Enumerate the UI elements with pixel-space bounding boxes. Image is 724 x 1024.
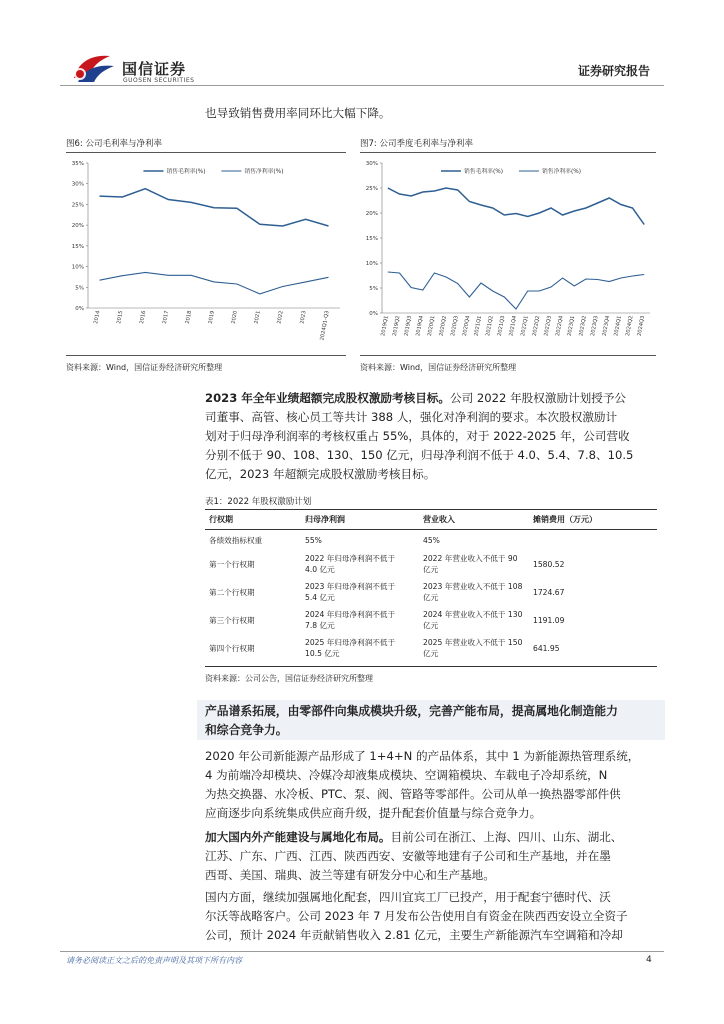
x-tick-label: 2023Q2: [578, 315, 588, 337]
x-tick-label: 2014: [93, 310, 102, 325]
y-tick-label: 15%: [365, 236, 378, 242]
x-tick-label: 2020Q1: [426, 315, 437, 337]
y-tick-label: 35%: [71, 161, 84, 167]
x-tick-label: 2020: [230, 310, 239, 325]
table-cell: 2023 年归母净利润不低于 5.4 亿元: [305, 582, 396, 602]
fig7-title-rule: [360, 152, 656, 153]
table-cell: [529, 530, 657, 551]
fig6-source: 资料来源：Wind，国信证券经济研究所整理: [66, 363, 223, 372]
footer-disclaimer: 请务必阅读正文之后的免责声明及其项下所有内容: [66, 956, 242, 965]
table-cell: 641.95: [533, 643, 560, 653]
legend-label: 销售净利率(%): [244, 169, 284, 175]
page-number: 4: [646, 955, 652, 965]
table-cell: 第四个行权期: [209, 643, 255, 653]
y-tick-label: 25%: [365, 186, 378, 192]
table-cell: 2022 年营业收入不低于 90 亿元: [423, 554, 518, 574]
x-tick-label: 2018: [184, 310, 194, 325]
report-type: 证券研究报告: [578, 64, 651, 78]
table1-header-cell: 摊销费用（万元）: [529, 509, 657, 530]
fig6-chart-svg: [66, 156, 346, 352]
x-tick-label: 2021Q2: [485, 315, 495, 337]
fig7-source: 资料来源：Wind，国信证券经济研究所整理: [360, 363, 517, 372]
fig6-title: 图6: 公司毛利率与净利率: [66, 139, 162, 149]
y-tick-label: 5%: [369, 286, 378, 292]
x-tick-label: 2021: [253, 310, 262, 325]
legend-label: 销售毛利率(%): [166, 169, 206, 175]
legend-label: 销售毛利率(%): [463, 169, 503, 175]
table-cell: 45%: [423, 535, 440, 545]
section3-lead: 加大国内外产能建设与属地化布局。: [205, 830, 391, 844]
x-tick-label: 2022Q1: [520, 315, 530, 337]
x-tick-label: 2019Q3: [403, 315, 414, 337]
header-divider: [60, 85, 664, 86]
section3-paragraph: 加大国内外产能建设与属地化布局。目前公司在浙江、上海、四川、山东、湖北、 江苏、广东、广西、江西、陕西西安、安徽等地建有子公司和生产基地，并在墨 西哥、美国、瑞典、波兰等建有研发分中心和生产基地。: [205, 830, 623, 882]
fig6-title-rule: [66, 152, 346, 153]
table1-header-row: [205, 509, 657, 530]
x-tick-label: 2024Q1-Q3: [319, 310, 331, 341]
table-cell: 2022 年归母净利润不低于 4.0 亿元: [305, 554, 396, 574]
section1-line-5: 亿元，2023 年超额完成股权激励考核目标。: [205, 467, 436, 481]
x-tick-label: 2019: [207, 310, 216, 325]
table-cell: 第一个行权期: [209, 559, 255, 569]
legend-label: 销售净利率(%): [541, 169, 581, 175]
gross-margin-line: [388, 188, 644, 225]
x-tick-label: 2023Q3: [590, 315, 600, 337]
guosen-logo-icon: [70, 52, 116, 86]
table-cell: 2023 年营业收入不低于 108 亿元: [423, 582, 523, 602]
table-row: [205, 606, 657, 634]
x-tick-label: 2024Q2: [625, 315, 635, 337]
x-tick-label: 2021Q4: [508, 315, 518, 337]
net-margin-line: [100, 272, 329, 294]
section1-lead: 2023 年全年业绩超额完成股权激励考核目标。: [205, 391, 450, 405]
y-tick-label: 10%: [365, 261, 378, 267]
table1: [205, 509, 657, 662]
fig6-bottom-rule: [66, 355, 346, 356]
x-tick-label: 2019Q4: [415, 315, 425, 337]
table1-source: 资料来源：公司公告，国信证券经济研究所整理: [205, 674, 373, 683]
x-tick-label: 2016: [139, 310, 148, 325]
y-tick-label: 25%: [71, 202, 84, 209]
x-tick-label: 2020Q4: [461, 315, 472, 337]
x-tick-label: 2023Q1: [566, 315, 577, 337]
logo-name: 国信证券: [122, 60, 187, 78]
net-margin-line: [388, 272, 644, 309]
x-tick-label: 2023Q4: [601, 315, 612, 337]
table-cell: 1580.52: [533, 559, 565, 569]
x-tick-label: 2024Q3: [636, 315, 647, 337]
section4-paragraph: 国内方面，继续加强属地化配套，四川宜宾工厂已投产，用于配套宁德时代、沃 尔沃等战略客户。公司 2023 年 7 月发布公告使用自有资金在陕西西安设立全资子 公司，预计 2024 年贡献销售收入 2.81 亿元，主要生产新能源汽车空调箱和冷却: [205, 890, 628, 942]
y-tick-label: 0%: [369, 311, 378, 317]
y-tick-label: 15%: [71, 243, 84, 250]
x-tick-label: 2020Q2: [438, 315, 449, 337]
table-cell: 第三个行权期: [209, 615, 255, 625]
y-tick-label: 30%: [71, 181, 84, 188]
section1-line-3: 划对于归母净利润率的考核权重占 55%，具体的，对于 2022-2025 年，公司营收: [205, 429, 630, 443]
table-cell: 2025 年归母净利润不低于 10.5 亿元: [305, 638, 396, 658]
section2-paragraph: 2020 年公司新能源产品形成了 1+4+N 的产品体系，其中 1 为新能源热管理系统， 4 为前端冷却模块、冷媒冷却液集成模块、空调箱模块、车载电子冷却系统，N 为热交换器、水冷板、PTC、泵、阀、管路等零部件。公司从单一换热器零部件供 应商逐步向系统集成供应商升级，提升配套价值量与综合竞争力。: [205, 749, 640, 820]
table-cell: 2025 年营业收入不低于 150 亿元: [423, 638, 523, 658]
table1-header-cell: 营业收入: [419, 509, 529, 530]
x-tick-label: 2015: [116, 310, 125, 325]
table-cell: 2024 年营业收入不低于 130 亿元: [423, 610, 523, 630]
table-cell: 2024 年归母净利润不低于 7.8 亿元: [305, 610, 396, 630]
x-tick-label: 2021Q3: [496, 315, 507, 337]
table-cell: 各绩效指标权重: [209, 535, 263, 545]
logo: [70, 52, 210, 88]
section1-line-2: 司董事、高管、核心员工等共计 388 人，强化对净利润的要求。本次股权激励计: [205, 410, 618, 424]
table1-bottom-rule: [205, 666, 657, 667]
y-tick-label: 0%: [75, 306, 84, 312]
y-tick-label: 20%: [71, 223, 84, 230]
fig7-chart: [360, 156, 656, 352]
x-tick-label: 2021Q1: [473, 315, 484, 337]
x-tick-label: 2022Q3: [543, 315, 553, 337]
table1-weight-row: [205, 530, 657, 551]
x-tick-label: 2017: [161, 310, 171, 325]
footer-divider: [60, 951, 664, 952]
section1-line-4: 分别不低于 90、108、130、150 亿元，归母净利润不低于 4.0、5.4、7.8、10.5: [205, 448, 634, 462]
section1-paragraph: [205, 389, 657, 484]
x-tick-label: 2022Q4: [555, 315, 565, 337]
table-row: [205, 550, 657, 578]
x-tick-label: 2019Q1: [380, 315, 390, 337]
y-tick-label: 30%: [365, 161, 378, 167]
section1-line-1: 2023 年全年业绩超额完成股权激励考核目标。公司 2022 年股权激励计划授予公: [205, 391, 627, 405]
logo-english: GUOSEN SECURITIES: [123, 77, 195, 84]
table1-header-cell: 归母净利润: [301, 509, 419, 530]
y-tick-label: 5%: [75, 285, 84, 292]
x-tick-label: 2019Q2: [391, 315, 402, 337]
y-tick-label: 10%: [71, 264, 84, 271]
section2-heading: 产品谱系拓展，由零部件向集成模块升级，完善产能布局，提高属地化制造能力 和综合竞争力。: [205, 704, 618, 737]
table1-header-cell: 行权期: [205, 509, 301, 530]
table-cell: 1724.67: [533, 587, 565, 597]
gross-margin-line: [100, 189, 329, 226]
table-cell: 1191.09: [533, 615, 565, 625]
y-tick-label: 20%: [365, 211, 378, 217]
table-cell: 55%: [305, 535, 322, 545]
x-tick-label: 2022: [276, 310, 285, 325]
fig7-bottom-rule: [360, 355, 656, 356]
x-tick-label: 2020Q3: [450, 315, 460, 337]
fig7-chart-svg: [360, 156, 656, 352]
table-row: [205, 578, 657, 606]
x-tick-label: 2024Q1: [613, 315, 623, 337]
intro-line: 也导致销售费用率同环比大幅下降。: [205, 106, 391, 120]
x-tick-label: 2023: [299, 310, 308, 325]
fig6-chart: [66, 156, 346, 352]
x-tick-label: 2022Q2: [531, 315, 542, 337]
fig7-title: 图7: 公司季度毛利率与净利率: [360, 139, 473, 149]
table-cell: 第二个行权期: [209, 587, 255, 597]
table1-title: 表1：2022 年股权激励计划: [205, 497, 312, 507]
table-row: [205, 634, 657, 662]
